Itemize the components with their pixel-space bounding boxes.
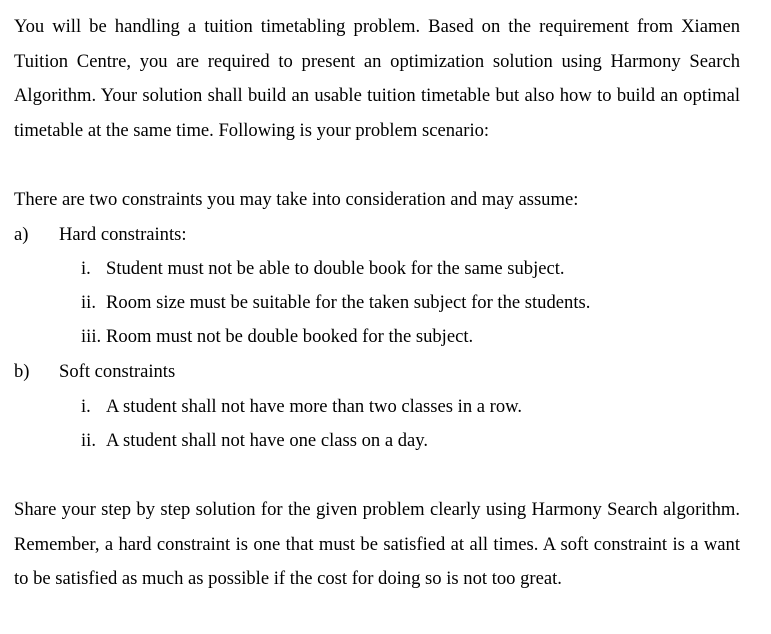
list-item-numeral: ii.	[81, 292, 96, 313]
closing-paragraph: Share your step by step solution for the given problem clearly using Harmony Search algorithm. Remember, a hard constraint is one that must be satisfied at all times. A soft constraint is a want to be satisfied as much as possible if the cost for doing so is not too great.	[14, 499, 740, 589]
section-heading: Hard constraints:	[59, 224, 187, 245]
list-item-text: Student must not be able to double book for the same subject.	[106, 258, 565, 279]
list-item-text: A student shall not have one class on a day.	[106, 430, 429, 451]
list-item-text: Room must not be double booked for the subject.	[106, 326, 474, 347]
section-heading: Soft constraints	[59, 361, 176, 382]
list-item-text: Room size must be suitable for the taken subject for the students.	[106, 292, 591, 313]
list-item-numeral: i.	[81, 396, 91, 417]
section-marker: b)	[14, 361, 30, 382]
list-item-text: A student shall not have more than two classes in a row.	[106, 396, 523, 417]
list-item-numeral: ii.	[81, 430, 96, 451]
section-marker: a)	[14, 224, 29, 245]
list-item-numeral: i.	[81, 258, 91, 279]
list-item-numeral: iii.	[81, 326, 102, 347]
intro-paragraph: You will be handling a tuition timetabling problem. Based on the requirement from Xiamen Tuition Centre, you are required to present an optimization solution using Harmony Search Algorithm. Your solution shall build an usable tuition timetable but also how to build an optimal timetable at the same time. Following is your problem scenario:	[14, 16, 740, 141]
constraints-lead-paragraph: There are two constraints you may take into consideration and may assume:	[14, 189, 579, 210]
